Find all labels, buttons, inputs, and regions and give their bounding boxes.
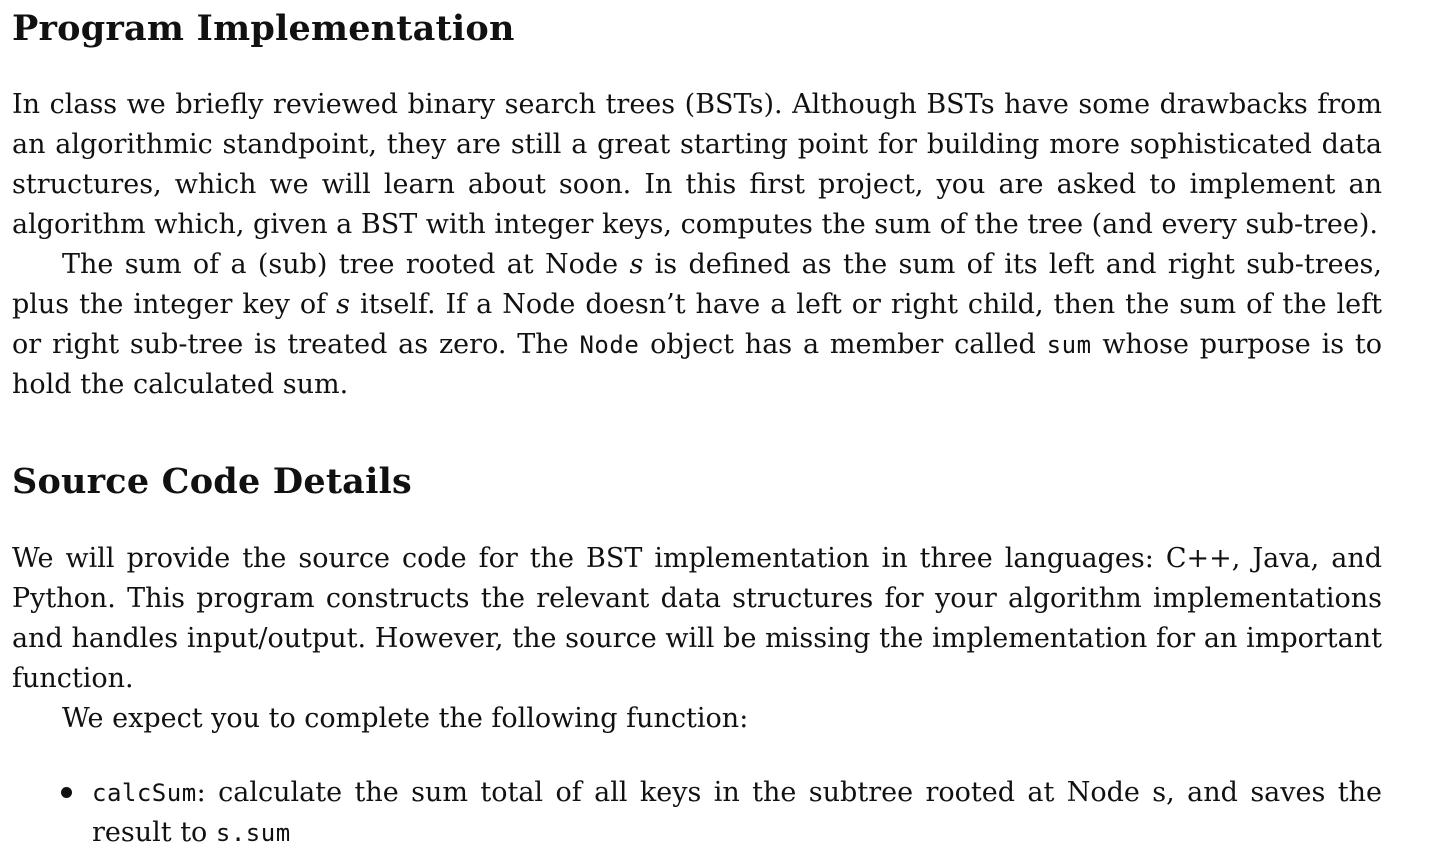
paragraph-sum-definition <box>12 245 1382 405</box>
section-program-implementation <box>12 10 1382 405</box>
bullet-icon <box>61 787 72 798</box>
inline-code: s.sum <box>215 819 291 847</box>
inline-code: Node <box>579 330 640 359</box>
section-heading: Program Implementation <box>12 8 515 49</box>
text-run: object has a member called <box>639 328 1047 360</box>
list-item <box>12 773 1382 853</box>
text-run: The sum of a (sub) tree rooted at Node <box>62 248 630 280</box>
text-run: is defined as the sum of its left and right sub-trees, plus the integer key of <box>12 248 1382 320</box>
math-variable: s <box>629 248 644 280</box>
inline-code: sum <box>1046 330 1092 359</box>
paragraph-expectation: We expect you to complete the following function: <box>62 703 749 734</box>
math-variable: s <box>336 288 350 320</box>
text-run: whose purpose is to hold the calculated sum. <box>12 328 1382 400</box>
paragraph-intro: In class we briefly reviewed binary search trees (BSTs). Although BSTs have some drawbacks from an algorithmic standpoint, they are still a great starting point for building more sophisticated data structures, which we will learn about soon. In this first project, you are asked to implement an algorithm which, given a BST with integer keys, computes the sum of the tree (and every sub-tree). <box>12 88 1382 240</box>
paragraph-source-intro: We will provide the source code for the BST implementation in three languages: C++, Java, and Python. This program constructs the relevant data structures for your algorithm implementations and handles input/output. However, the source will be missing the implementation for an important function. <box>12 543 1382 694</box>
section-heading: Source Code Details <box>12 460 412 502</box>
inline-code: calcSum <box>92 779 197 807</box>
text-run: : calculate the sum total of all keys in the subtree rooted at Node s, and saves the result to <box>92 777 1382 848</box>
section-source-code-details <box>12 460 1382 854</box>
function-list <box>12 773 1382 853</box>
text-run: itself. If a Node doesn’t have a left or right child, then the sum of the left or right sub-tree is treated as zero. The <box>12 288 1382 360</box>
